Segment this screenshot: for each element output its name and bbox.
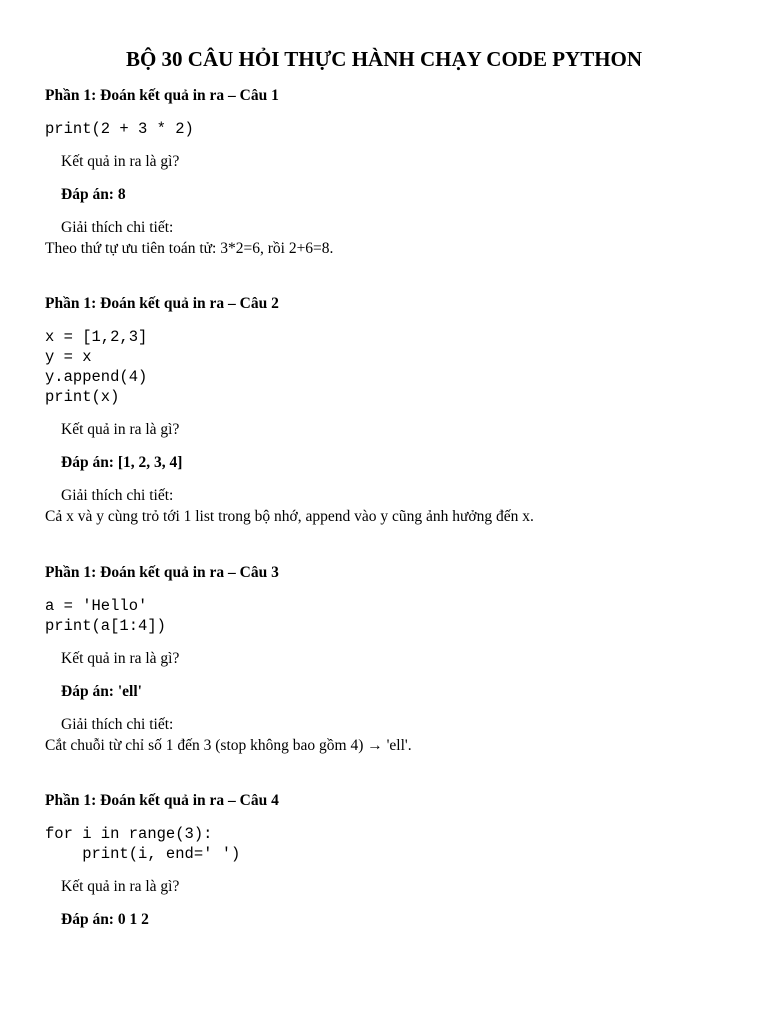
answer-text: Đáp án: [1, 2, 3, 4] — [61, 454, 183, 471]
question-prompt: Kết quả in ra là gì? — [61, 878, 180, 895]
code-snippet: for i in range(3): print(i, end=' ') — [45, 825, 241, 863]
question-heading: Phần 1: Đoán kết quả in ra – Câu 4 — [45, 792, 279, 809]
document-title: BỘ 30 CÂU HỎI THỰC HÀNH CHẠY CODE PYTHON — [125, 47, 643, 71]
answer-text: Đáp án: 8 — [61, 186, 126, 203]
question-block-1 — [45, 86, 735, 259]
explanation-label: Giải thích chi tiết: — [61, 487, 174, 504]
question-prompt: Kết quả in ra là gì? — [61, 153, 180, 170]
question-heading: Phần 1: Đoán kết quả in ra – Câu 1 — [45, 87, 279, 104]
question-block-2 — [45, 294, 735, 527]
answer-text: Đáp án: 'ell' — [61, 683, 142, 700]
question-prompt: Kết quả in ra là gì? — [61, 650, 180, 667]
question-heading: Phần 1: Đoán kết quả in ra – Câu 2 — [45, 295, 279, 312]
explanation-text: Cả x và y cùng trỏ tới 1 list trong bộ nhớ, append vào y cũng ảnh hưởng đến x. — [45, 508, 534, 525]
explanation-label: Giải thích chi tiết: — [61, 716, 174, 733]
code-snippet: a = 'Hello' print(a[1:4]) — [45, 597, 166, 635]
question-block-4 — [45, 791, 735, 930]
code-snippet: print(2 + 3 * 2) — [45, 120, 194, 138]
question-block-3 — [45, 563, 735, 756]
question-heading: Phần 1: Đoán kết quả in ra – Câu 3 — [45, 564, 279, 581]
code-snippet: x = [1,2,3] y = x y.append(4) print(x) — [45, 328, 148, 406]
question-prompt: Kết quả in ra là gì? — [61, 421, 180, 438]
explanation-text: Theo thứ tự ưu tiên toán tử: 3*2=6, rồi 2+6=8. — [45, 240, 334, 257]
explanation-label: Giải thích chi tiết: — [61, 219, 174, 236]
answer-text: Đáp án: 0 1 2 — [61, 911, 149, 928]
explanation-text: Cắt chuỗi từ chỉ số 1 đến 3 (stop không bao gồm 4) → 'ell'. — [45, 737, 412, 754]
